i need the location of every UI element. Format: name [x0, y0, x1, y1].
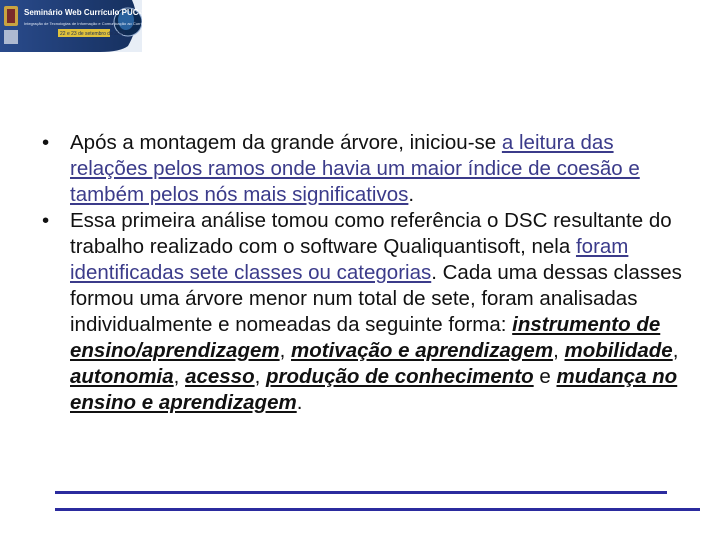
logo-subtitle: Integração de Tecnologias de Informação e Comunicação ao Currículo [24, 21, 142, 26]
sep: e [533, 365, 557, 388]
category-mobilidade: mobilidade [564, 339, 673, 362]
bullet-1-text: Após a montagem da grande árvore, iniciou-se [70, 131, 502, 154]
sep: , [254, 365, 266, 388]
bullet-list [40, 130, 690, 416]
category-instrumento: instrumento de ensino/aprendizagem [70, 313, 661, 362]
logo-dates: 22 e 23 de setembro de 2008 [60, 31, 126, 37]
category-motivacao: motivação e aprendizagem [291, 339, 554, 362]
bullet-item-1 [40, 130, 690, 208]
bullet-1-link[interactable]: a leitura das relações pelos ramos onde havia um maior índice de coesão e também pelos nós mais significativos [70, 131, 640, 206]
bullet-2-text: Essa primeira análise tomou como referência o DSC resultante do trabalho realizado com o software Qualiquantisoft, nela [70, 209, 672, 258]
logo-title: Seminário Web Currículo PUC-SP [24, 8, 142, 17]
category-producao: produção de conhecimento [266, 365, 534, 388]
sep: , [173, 365, 186, 388]
sep: , [279, 339, 292, 362]
divider-line-top [55, 491, 667, 494]
sep: , [672, 339, 679, 362]
slide-body [40, 130, 690, 416]
category-mudanca: mudança no ensino e aprendizagem [70, 365, 678, 414]
bullet-icon: • [42, 209, 50, 232]
bullet-icon: • [42, 131, 50, 154]
seminar-logo [0, 0, 142, 52]
category-autonomia: autonomia [70, 365, 174, 388]
bullet-1-end: . [408, 183, 415, 206]
bullet-item-2 [40, 208, 690, 416]
bullet-2-link[interactable]: foram identificadas sete classes ou categorias [70, 235, 629, 284]
bullet-2-continuation: . Cada uma dessas classes formou uma árvore menor num total de sete, foram analisadas individualmente e nomeadas da seguinte forma: [70, 261, 682, 336]
category-acesso: acesso [185, 365, 255, 388]
bullet-2-end: . [296, 391, 303, 414]
divider-line-bottom [55, 508, 700, 511]
sep: , [553, 339, 565, 362]
